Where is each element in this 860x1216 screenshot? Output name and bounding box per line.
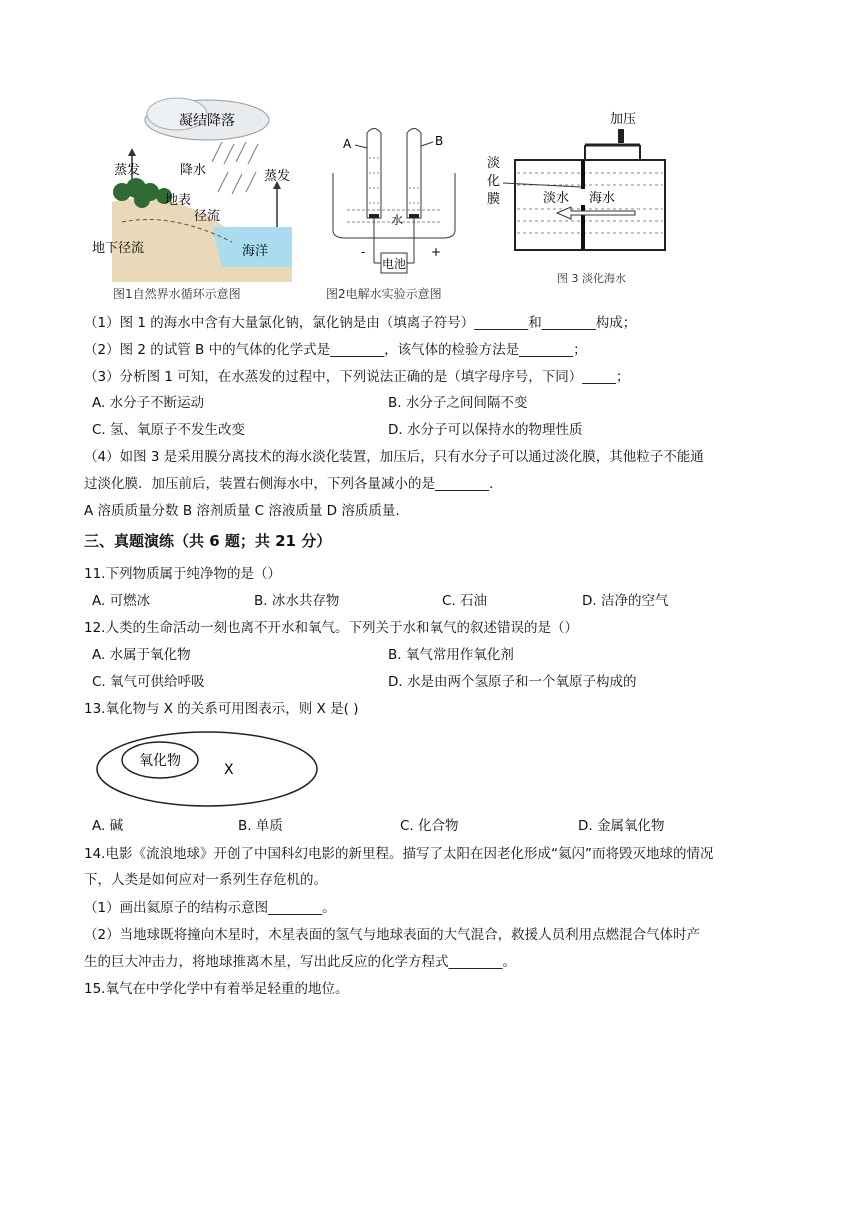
q13-outer-label: X <box>224 762 234 778</box>
figure-3-desalination <box>485 105 675 285</box>
q14-part2-line1: （2）当地球既将撞向木星时，木星表面的氢气与地球表面的大气混合，救援人员利用点燃混合气体时产 <box>84 927 701 943</box>
fig1-surface: 地表 <box>165 193 192 208</box>
q11-stem: 11.下列物质属于纯净物的是（） <box>84 566 281 582</box>
q11-option-d: D. 洁净的空气 <box>582 593 669 609</box>
q13-venn-diagram <box>92 728 322 810</box>
q10-part4-line2: 过淡化膜．加压前后，装置右侧海水中，下列各量减小的是________. <box>84 476 494 492</box>
fig1-rain: 降水 <box>180 163 207 178</box>
figure-2-caption: 图2电解水实验示意图 <box>326 287 442 301</box>
q10-part4-line1: （4）如图 3 是采用膜分离技术的海水淡化装置，加压后，只有水分子可以通过淡化膜，其他粒子不能通 <box>84 449 704 465</box>
q10-part3-option-a: A. 水分子不断运动 <box>92 395 205 411</box>
fig2-water: 水 <box>391 213 404 227</box>
q12-option-c: C. 氧气可供给呼吸 <box>92 674 205 690</box>
q13-stem: 13.氧化物与 X 的关系可用图表示，则 X 是( ) <box>84 701 359 717</box>
fig2-label-b: B <box>435 134 444 148</box>
q13-option-c: C. 化合物 <box>400 818 459 834</box>
q13-option-b: B. 单质 <box>238 818 283 834</box>
figure-1-water-cycle <box>92 92 292 282</box>
q15-stem: 15.氧气在中学化学中有着举足轻重的地位。 <box>84 981 349 997</box>
q13-option-d: D. 金属氧化物 <box>578 818 665 834</box>
q11-option-c: C. 石油 <box>442 593 488 609</box>
q10-part3: （3）分析图 1 可知，在水蒸发的过程中，下列说法正确的是（填字母序号，下同）_____； <box>84 369 630 385</box>
q11-option-b: B. 冰水共存物 <box>254 593 340 609</box>
q10-part2: （2）图 2 的试管 B 中的气体的化学式是________，该气体的检验方法是________； <box>84 342 587 358</box>
q12-option-d: D. 水是由两个氢原子和一个氧原子构成的 <box>388 674 637 690</box>
q10-part4-options: A 溶质质量分数 B 溶剂质量 C 溶液质量 D 溶质质量. <box>84 503 400 519</box>
q10-part3-option-d: D. 水分子可以保持水的物理性质 <box>388 422 583 438</box>
q12-stem: 12.人类的生命活动一刻也离不开水和氧气。下列关于水和氧气的叙述错误的是（） <box>84 620 578 636</box>
fig3-membrane-1: 淡 <box>487 156 501 171</box>
q14-part2-line2: 生的巨大冲击力，将地球推离木星，写出此反应的化学方程式________。 <box>84 954 516 970</box>
q10-part3-option-b: B. 水分子之间间隔不变 <box>388 395 528 411</box>
figure-3-caption: 图 3 淡化海水 <box>557 272 626 285</box>
fig2-battery: 电池 <box>381 257 407 271</box>
figure-1-caption: 图1自然界水循环示意图 <box>113 287 241 301</box>
q12-option-a: A. 水属于氧化物 <box>92 647 191 663</box>
q14-stem-line2: 下，人类是如何应对一系列生存危机的。 <box>84 872 327 888</box>
q14-part1: （1）画出氦原子的结构示意图________。 <box>84 900 336 916</box>
fig2-plus: + <box>431 245 442 259</box>
fig2-minus: - <box>361 245 366 259</box>
q11-option-a: A. 可燃冰 <box>92 593 151 609</box>
fig1-runoff: 径流 <box>194 209 221 224</box>
fig3-membrane-3: 膜 <box>487 192 501 207</box>
fig3-sea: 海水 <box>589 191 616 206</box>
fig3-fresh: 淡水 <box>543 191 570 206</box>
fig1-evap-left: 蒸发 <box>114 163 141 178</box>
fig1-cloud-label: 凝结降落 <box>179 113 235 129</box>
q12-option-b: B. 氧气常用作氧化剂 <box>388 647 514 663</box>
fig1-underground: 地下径流 <box>92 241 145 256</box>
figure-2-electrolysis <box>325 118 475 283</box>
q10-part3-option-c: C. 氢、氧原子不发生改变 <box>92 422 246 438</box>
q14-stem-line1: 14.电影《流浪地球》开创了中国科幻电影的新里程。描写了太阳在因老化形成“氦闪”而将毁灭地球的情况 <box>84 846 714 862</box>
fig3-membrane-2: 化 <box>487 174 501 189</box>
fig1-evap-right: 蒸发 <box>264 169 291 184</box>
q13-option-a: A. 碱 <box>92 818 124 834</box>
fig2-label-a: A <box>343 137 352 151</box>
fig1-ocean: 海洋 <box>242 244 269 259</box>
q10-part1: （1）图 1 的海水中含有大量氯化钠，氯化钠是由（填离子符号）________和________构成； <box>84 315 637 331</box>
section-3-heading: 三、真题演练（共 6 题；共 21 分） <box>84 532 332 550</box>
q13-inner-label: 氧化物 <box>139 753 181 769</box>
fig3-pressure: 加压 <box>610 112 637 127</box>
